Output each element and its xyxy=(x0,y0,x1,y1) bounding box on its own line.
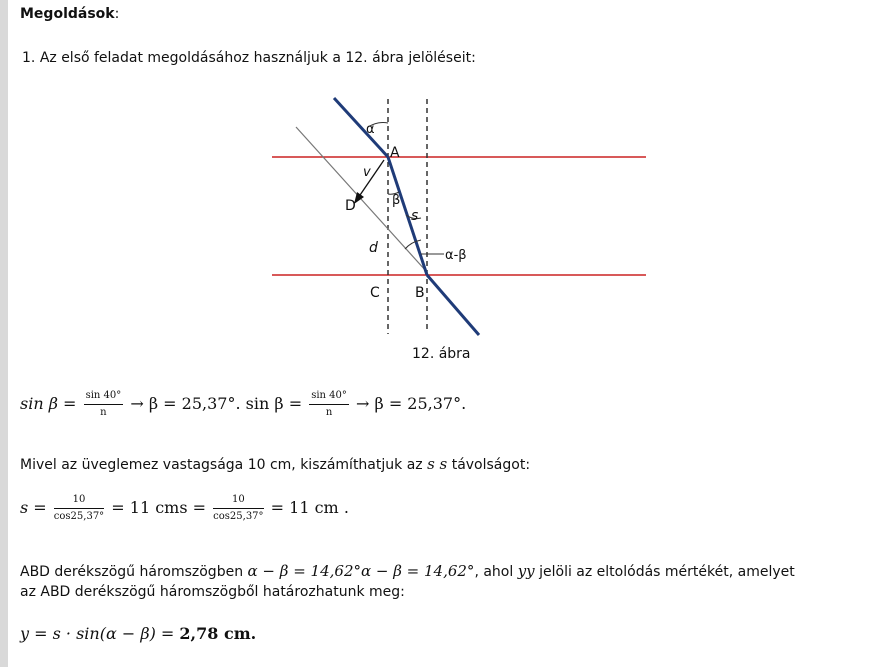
emergent-ray xyxy=(427,275,479,335)
fraction-numerator: sin 40° xyxy=(84,390,124,405)
left-border xyxy=(0,0,8,667)
fraction-numerator: 10 xyxy=(213,494,263,509)
incident-ray xyxy=(334,98,388,157)
fraction-denominator: n xyxy=(100,407,107,418)
fraction-denominator: n xyxy=(325,407,333,418)
label-C: C xyxy=(370,285,380,301)
label-alpha: α xyxy=(366,122,375,137)
expression-alpha-beta: α − β = 14,62°α − β = 14,62° xyxy=(247,562,475,580)
fraction-denominator: cos25,37° xyxy=(213,511,264,522)
result-value: 2,78 cm. xyxy=(179,624,257,643)
symbol-s: s s xyxy=(427,455,448,473)
list-number: 1. xyxy=(22,50,36,66)
refraction-diagram xyxy=(256,94,656,344)
list-text: Az első feladat megoldásához használjuk a 12. ábra jelöléseit: xyxy=(39,50,476,66)
label-d: d xyxy=(369,240,378,256)
fraction-numerator: 10 xyxy=(54,494,104,509)
paragraph-triangle: ABD derékszögű háromszögben α − β = 14,62°α − β = 14,62°, ahol yy jelöli az eltolódás mértékét, amelyet az ABD derékszögű háromszögből határozhatunk meg: xyxy=(20,562,795,600)
label-s: s xyxy=(411,208,419,224)
fraction-denominator: cos25,37° xyxy=(53,511,105,522)
perpendicular-arrow xyxy=(358,160,384,198)
fraction-numerator: sin 40° xyxy=(309,390,349,405)
page-heading: Megoldások: xyxy=(20,6,120,22)
paragraph-thickness: Mivel az üveglemez vastagsága 10 cm, kiszámíthatjuk az s s távolságot: xyxy=(20,455,531,473)
figure-12 xyxy=(256,94,656,348)
solution-content xyxy=(18,0,868,667)
label-alpha-beta: α-β xyxy=(445,248,467,263)
list-item-1 xyxy=(22,50,476,66)
equation-2: s = $\frac{10}{\cos 25,37^\circ}$ = 11 cms = $\frac{10}{\cos 25,37^\circ}$ = 11 cm . xyxy=(20,494,349,522)
equation-1: sin β = $\frac{\sin 40^\circ}{n}$ → β = 25,37°. sin β = $\frac{\sin 40^\circ}{n}$ → β = 25,37°. xyxy=(20,390,467,418)
label-beta: β xyxy=(392,193,401,208)
label-B: B xyxy=(415,285,425,301)
label-A: A xyxy=(390,145,400,161)
label-D: D xyxy=(345,198,356,214)
symbol-y: yy xyxy=(517,562,535,580)
label-v: v xyxy=(363,165,371,180)
equation-3: y = s · sin(α − β) = 2,78 cm. xyxy=(20,624,257,643)
figure-caption: 12. ábra xyxy=(412,346,471,362)
